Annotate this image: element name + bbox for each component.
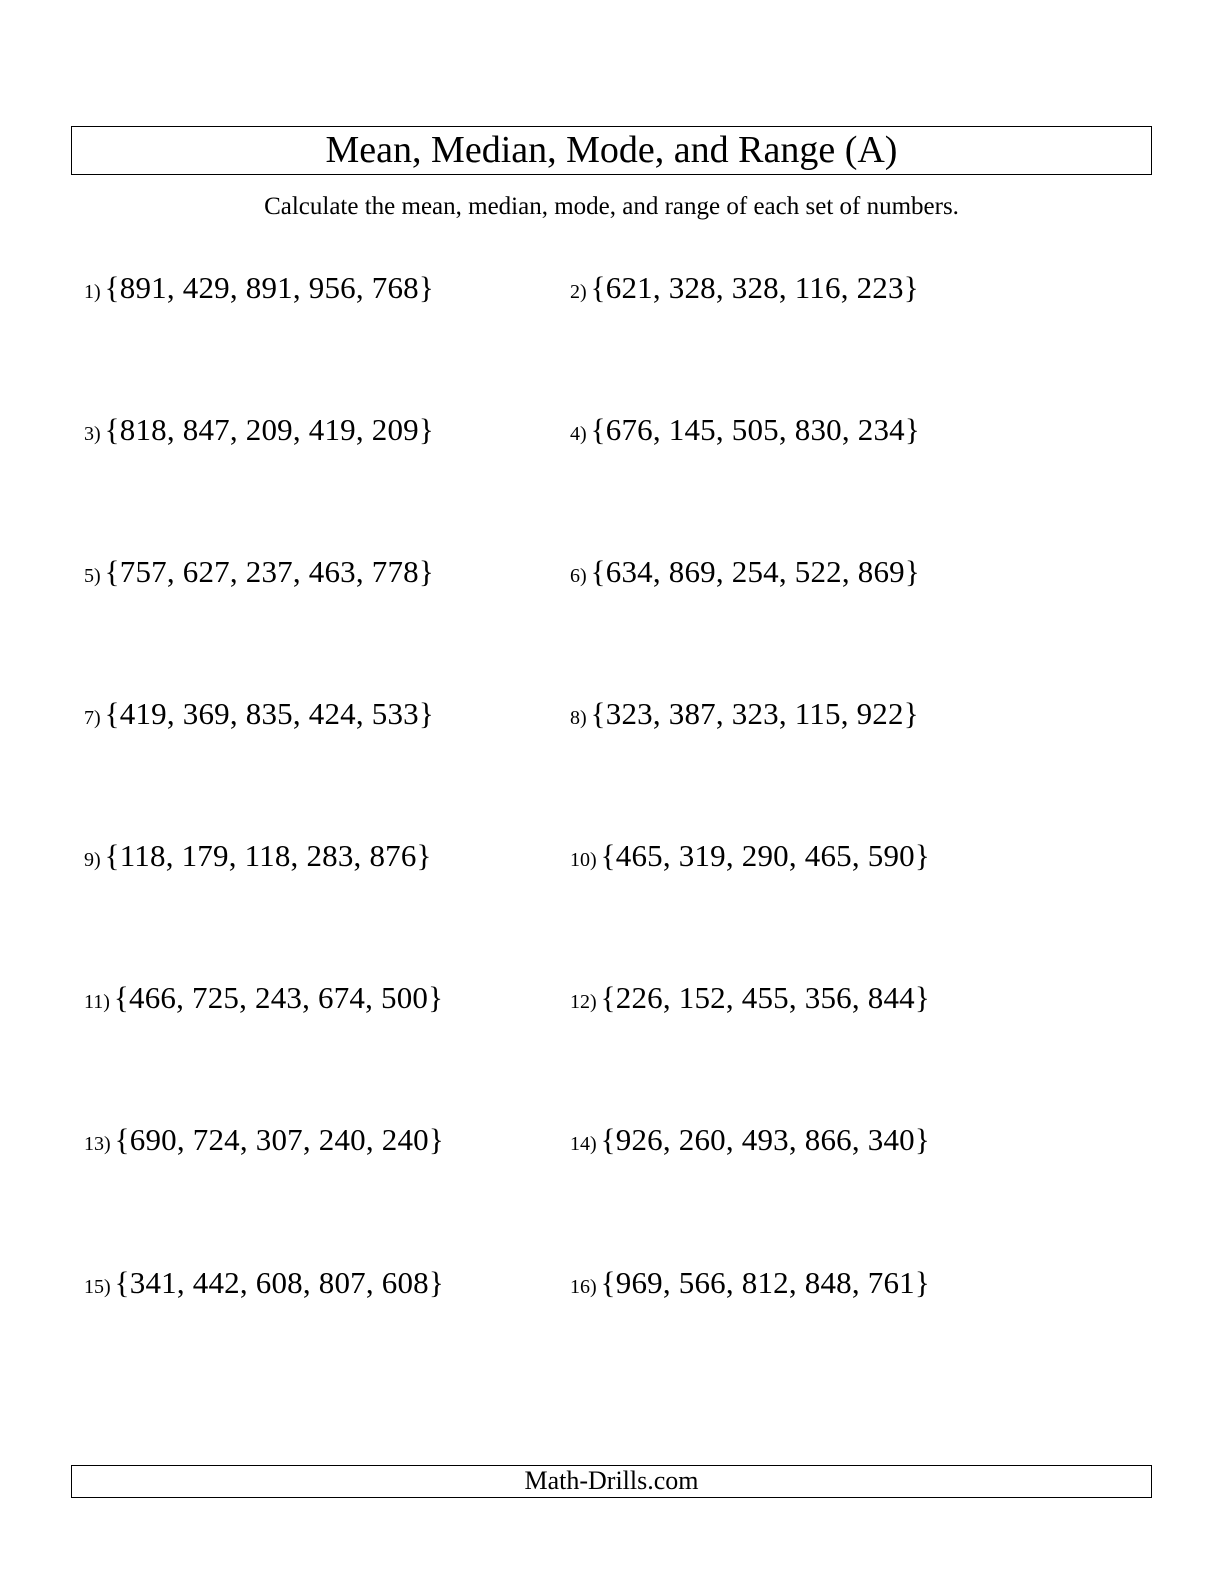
number-set: {226, 152, 455, 356, 844}	[600, 980, 930, 1015]
number-set: {419, 369, 835, 424, 533}	[104, 696, 434, 731]
number-set: {969, 566, 812, 848, 761}	[600, 1265, 930, 1300]
number-set: {926, 260, 493, 866, 340}	[600, 1122, 930, 1157]
problem-number: 9)	[84, 849, 101, 871]
problem-item	[570, 978, 930, 1018]
number-set: {341, 442, 608, 807, 608}	[114, 1265, 444, 1300]
problem-item	[84, 410, 434, 450]
problem-item	[84, 978, 443, 1018]
number-set: {634, 869, 254, 522, 869}	[590, 554, 920, 589]
number-set: {818, 847, 209, 419, 209}	[104, 412, 434, 447]
problem-item	[84, 552, 434, 592]
problem-item	[570, 268, 919, 308]
problem-number: 4)	[570, 423, 587, 445]
problem-number: 6)	[570, 565, 587, 587]
problem-item	[84, 268, 434, 308]
problem-item	[84, 1120, 444, 1160]
footer-source: Math-Drills.com	[71, 1465, 1152, 1498]
problem-number: 1)	[84, 281, 101, 303]
number-set: {466, 725, 243, 674, 500}	[113, 980, 444, 1015]
problem-item	[570, 694, 919, 734]
instructions-text: Calculate the mean, median, mode, and range of each set of numbers.	[264, 193, 959, 220]
problem-number: 5)	[84, 565, 101, 587]
number-set: {690, 724, 307, 240, 240}	[114, 1122, 444, 1157]
problem-number: 16)	[570, 1276, 597, 1298]
problem-item	[84, 694, 434, 734]
problem-number: 12)	[570, 991, 597, 1013]
problem-item	[570, 1120, 930, 1160]
problem-number: 8)	[570, 707, 587, 729]
problem-number: 2)	[570, 281, 587, 303]
problem-item	[570, 410, 920, 450]
problem-item	[84, 1263, 444, 1303]
problem-number: 3)	[84, 423, 101, 445]
problem-item	[570, 1263, 930, 1303]
number-set: {757, 627, 237, 463, 778}	[104, 554, 434, 589]
problem-item	[84, 836, 432, 876]
number-set: {621, 328, 328, 116, 223}	[590, 270, 919, 305]
problem-number: 10)	[570, 849, 597, 871]
problem-item	[570, 836, 930, 876]
number-set: {465, 319, 290, 465, 590}	[600, 838, 930, 873]
problem-number: 7)	[84, 707, 101, 729]
number-set: {323, 387, 323, 115, 922}	[590, 696, 919, 731]
number-set: {118, 179, 118, 283, 876}	[104, 838, 432, 873]
number-set: {891, 429, 891, 956, 768}	[104, 270, 434, 305]
problem-number: 13)	[84, 1133, 111, 1155]
worksheet-title: Mean, Median, Mode, and Range (A)	[71, 126, 1152, 175]
problem-number: 11)	[84, 991, 110, 1013]
problem-item	[570, 552, 920, 592]
number-set: {676, 145, 505, 830, 234}	[590, 412, 920, 447]
problem-number: 15)	[84, 1276, 111, 1298]
problem-number: 14)	[570, 1133, 597, 1155]
